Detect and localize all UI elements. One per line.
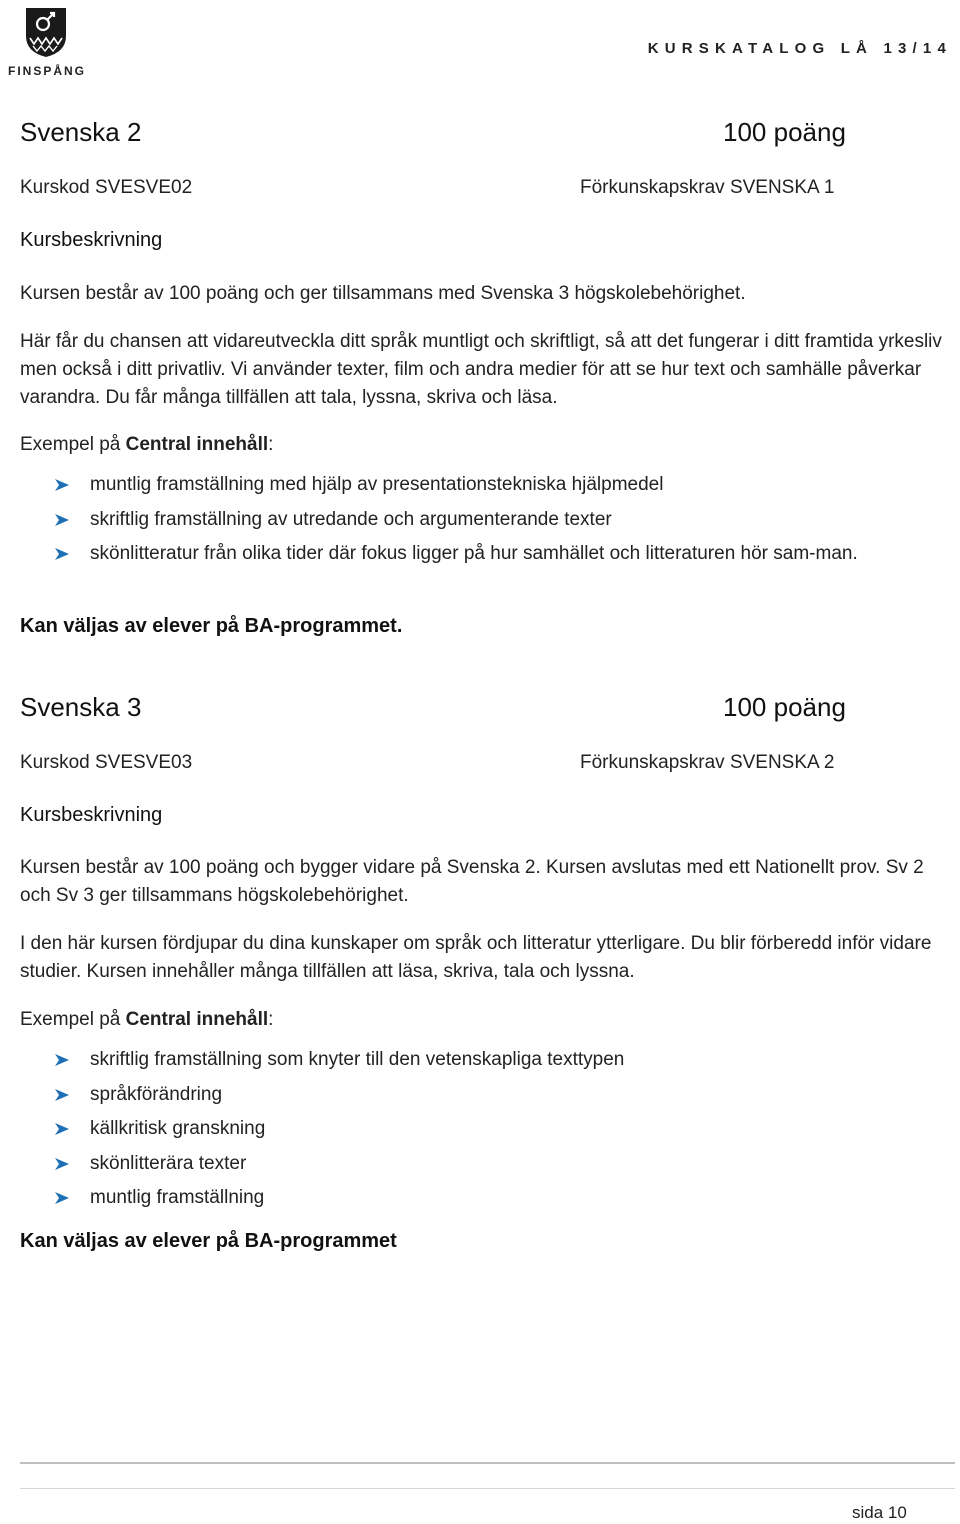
arrow-bullet-icon [55,514,69,526]
description-paragraph: I den här kursen fördjupar du dina kunskaper om språk och litteratur ytterligare. Du blir förberedd inför vidare studier. Kursen innehåller många tillfällen att läsa, skriva, tala och lyssna. [20,933,932,982]
central-content-label: Exempel på Central innehåll: [20,434,274,455]
arrow-bullet-icon [55,479,69,491]
page-number: sida 10 [852,1503,907,1522]
course-prerequisite: Förkunskapskrav SVENSKA 2 [580,752,835,773]
arrow-bullet-icon [55,1158,69,1170]
description-paragraph: Kursen består av 100 poäng och ger tillsammans med Svenska 3 högskolebehörighet. [20,283,746,304]
eligibility-note: Kan väljas av elever på BA-programmet [20,1230,397,1252]
course-code: Kurskod SVESVE03 [20,752,193,773]
arrow-bullet-icon [55,1192,69,1204]
course-points: 100 poäng [723,692,846,722]
course-prerequisite: Förkunskapskrav SVENSKA 1 [580,177,835,198]
footer-rule [20,1488,955,1489]
description-paragraph: Kursen består av 100 poäng och bygger vidare på Svenska 2. Kursen avslutas med ett Nationellt prov. Sv 2 och Sv 3 ger tillsammans högskolebehörighet. [20,857,924,906]
arrow-bullet-icon [55,1054,69,1066]
list-item: skriftlig framställning av utredande och argumenterande texter [20,505,955,534]
arrow-bullet-icon [55,1123,69,1135]
catalog-header-title: KURSKATALOG LÅ 13/14 [647,40,952,57]
description-heading: Kursbeskrivning [20,804,163,826]
footer-rule [20,1462,955,1464]
municipality-logo [2,6,88,80]
central-content-list [20,1045,955,1218]
list-item: skriftlig framställning som knyter till den vetenskapliga texttypen [20,1045,955,1074]
list-item: källkritisk granskning [20,1114,955,1143]
coat-of-arms-icon [24,6,68,58]
list-item: språkförändring [20,1080,955,1109]
list-item: muntlig framställning [20,1183,955,1212]
course-points: 100 poäng [723,117,846,147]
course-code: Kurskod SVESVE02 [20,177,193,198]
arrow-bullet-icon [55,548,69,560]
description-paragraph: Här får du chansen att vidareutveckla ditt språk muntligt och skriftligt, så att det fungerar i ditt framtida yrkesliv men också i ditt privatliv. Vi använder texter, film och andra medier för att se hur text och samhälle påverkar varandra. Du får många tillfällen att tala, lyssna, skriva och läsa. [20,331,942,408]
logo-text: FINSPÅNG [7,64,86,78]
course-title: Svenska 2 [20,117,142,147]
central-content-list [20,470,955,574]
course-title: Svenska 3 [20,692,142,722]
eligibility-note: Kan väljas av elever på BA-programmet. [20,615,403,637]
description-heading: Kursbeskrivning [20,229,163,251]
central-content-label: Exempel på Central innehåll: [20,1009,274,1030]
arrow-bullet-icon [55,1089,69,1101]
list-item: skönlitteratur från olika tider där fokus ligger på hur samhället och litteraturen hör sam-man. [20,539,955,568]
list-item: muntlig framställning med hjälp av presentationstekniska hjälpmedel [20,470,955,499]
list-item: skönlitterära texter [20,1149,955,1178]
